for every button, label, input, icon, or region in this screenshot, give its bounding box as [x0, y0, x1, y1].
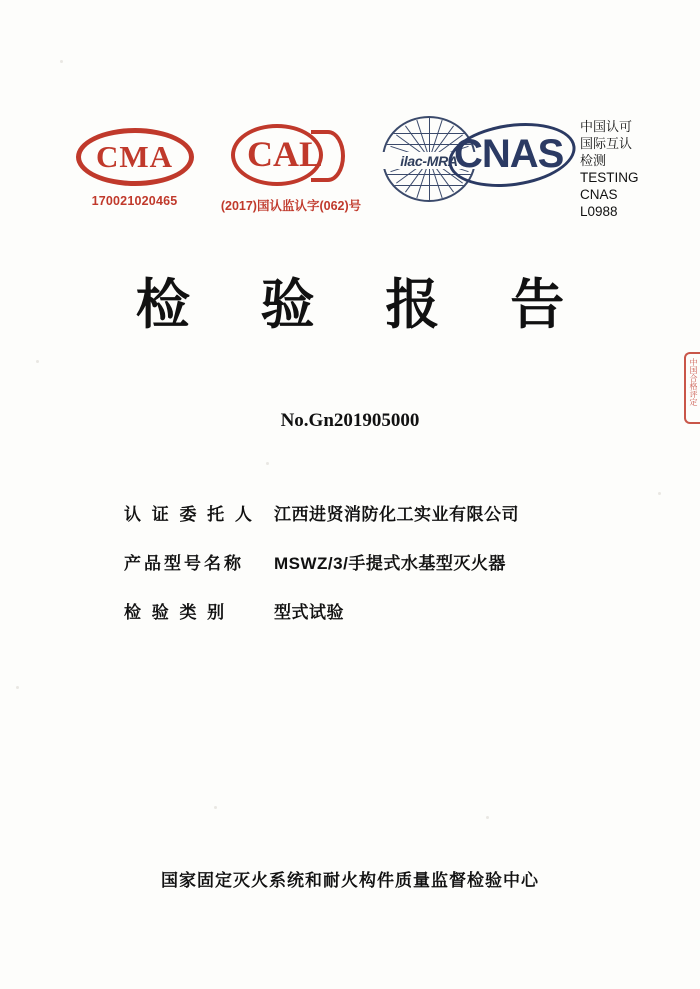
cnas-accreditation-text: [580, 118, 652, 220]
ilac-mra-text: ilac-MRA: [378, 152, 480, 169]
page-title: 检 验 报 告: [135, 273, 591, 336]
cal-code: (2017)国认监认字(062)号: [220, 199, 362, 213]
cma-logo: [72, 128, 197, 208]
paper-speck: [266, 462, 269, 465]
cnas-line-2: 国际互认: [580, 136, 633, 151]
report-number: No.Gn201905000: [280, 410, 420, 431]
cma-oval-icon: [76, 128, 194, 186]
field-value-product: MSWZ/3/手提式水基型灭火器: [274, 554, 506, 573]
edge-stamp: 中国合格评定: [684, 352, 700, 424]
field-row: [124, 598, 594, 623]
cnas-line-3: 检测: [580, 153, 607, 168]
cnas-line-4: TESTING: [580, 170, 639, 185]
cnas-line-1: 中国认可: [580, 119, 633, 134]
cma-code: 170021020465: [91, 194, 178, 208]
paper-speck: [36, 360, 39, 363]
paper-speck: [486, 816, 489, 819]
paper-speck: [60, 60, 63, 63]
cnas-line-5: CNAS L0988: [580, 187, 618, 219]
report-fields: [124, 500, 594, 647]
cal-mark-text: CAL: [247, 134, 324, 174]
field-row: [124, 500, 594, 525]
paper-speck: [214, 806, 217, 809]
accreditation-logo-row: [0, 100, 700, 230]
field-value-test-type: 型式试验: [274, 603, 344, 622]
field-label-test-type: 检 验 类 别: [124, 603, 228, 622]
field-label-product: 产品型号名称: [124, 554, 244, 573]
cnas-logo: [382, 110, 652, 220]
paper-speck: [16, 686, 19, 689]
cal-logo: [216, 124, 366, 214]
cal-oval-icon: [231, 124, 351, 190]
paper-speck: [658, 492, 661, 495]
field-value-client: 江西进贤消防化工实业有限公司: [274, 505, 519, 524]
cnas-wordmark: CNAS: [454, 132, 564, 176]
field-label-client: 认 证 委 托 人: [124, 505, 255, 524]
field-row: [124, 549, 594, 574]
issuing-authority: 国家固定灭火系统和耐火构件质量监督检验中心: [161, 871, 539, 890]
cma-mark-text: CMA: [95, 139, 174, 174]
